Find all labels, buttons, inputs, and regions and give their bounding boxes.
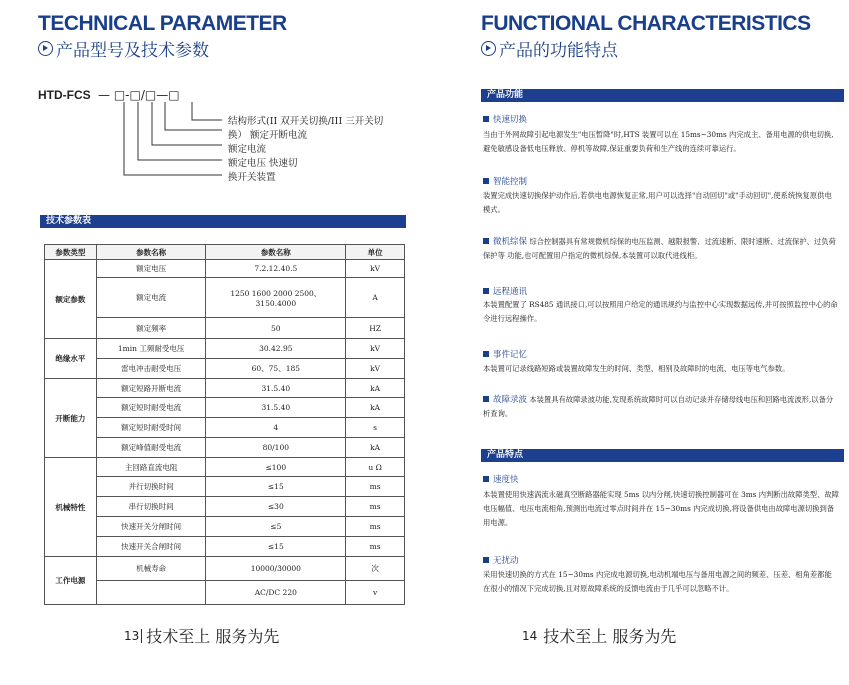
param-value: ≤15: [206, 477, 346, 497]
param-unit: kA: [346, 398, 405, 418]
header-cell: 参数名称: [96, 245, 206, 260]
section-heading: 远程通讯: [483, 285, 527, 297]
table-row: [45, 497, 405, 517]
legend-line: 额定电压 快速切: [228, 158, 298, 169]
table-row: [45, 278, 405, 318]
arrow-circle-icon: [481, 41, 496, 56]
left-title-cn-text: 产品型号及技术参数: [56, 41, 209, 61]
section-inline: 微机综保 综合控制器具有常规微机综保的电压监测、越限报警、过流速断、限时速断、过流保护、过负荷保护等 功能,也可配置用户指定的微机综保,本装置可以取代进线柜。: [483, 237, 836, 260]
param-unit: s: [346, 418, 405, 438]
table-row: [45, 260, 405, 278]
param-unit: kV: [346, 359, 405, 379]
param-unit: ms: [346, 497, 405, 517]
category-cell: 额定参数: [45, 260, 97, 339]
square-bullet-icon: [483, 557, 489, 563]
param-name: 并行切换时间: [96, 477, 206, 497]
table-row: [45, 359, 405, 379]
table-row: [45, 557, 405, 581]
square-bullet-icon: [483, 178, 489, 184]
square-bullet-icon: [483, 288, 489, 294]
right-title-cn: [481, 36, 618, 61]
param-name: 额定短时耐受时间: [96, 418, 206, 438]
param-unit: u Ω: [346, 458, 405, 477]
footer-slogan: 技术至上 服务为先: [543, 627, 677, 646]
param-name: 额定短路开断电流: [96, 379, 206, 398]
param-name: 快速开关合闸时间: [96, 537, 206, 557]
right-title-en: FUNCTIONAL CHARACTERISTICS: [481, 12, 811, 35]
param-unit: kA: [346, 379, 405, 398]
param-name: 串行切换时间: [96, 497, 206, 517]
param-name: 额定峰值耐受电流: [96, 438, 206, 458]
param-value: ≤15: [206, 537, 346, 557]
param-value: 10000/30000: [206, 557, 346, 581]
param-name: 额定短时耐受电流: [96, 398, 206, 418]
table-row: [45, 517, 405, 537]
section-body: 采用快速切换的方式在 15~30ms 内完成电源切换,电动机端电压与备用电源之间的频差、压差、相角差都能在很小的情况下完成切换,且对原故障系统的反馈电流由于几乎可以忽略不计。: [483, 570, 832, 593]
section-heading: 无扰动: [483, 554, 519, 566]
param-name: 快速开关分闸时间: [96, 517, 206, 537]
section-heading: 智能控制: [483, 175, 527, 187]
param-value: 80/100: [206, 438, 346, 458]
left-title-en: TECHNICAL PARAMETER: [38, 12, 287, 35]
model-pattern: — □-□/□—□: [98, 88, 180, 102]
section-body: 当由于外网故障引起电源发生"电压暂降"时,HTS 装置可以在 15ms~30ms 内完成主、备用电源的供电切换,避免敏感设备低电压释放、停机等故障,保证重要负荷和生产线的连续可靠运行。: [483, 130, 834, 153]
param-unit: 次: [346, 557, 405, 581]
param-unit: ms: [346, 537, 405, 557]
left-footer: [124, 624, 279, 647]
param-value: ≤5: [206, 517, 346, 537]
section-inline: 故障录波 本装置具有故障录波功能,发现系统故障时可以自动记录并存储母线电压和回路电流波形,以备分 析查询。: [483, 395, 834, 418]
page-number: 13: [124, 628, 140, 643]
param-name: 额定电压: [96, 260, 206, 278]
section-heading: 速度快: [483, 473, 519, 485]
square-bullet-icon: [483, 351, 489, 357]
page-number: 14: [522, 628, 538, 643]
feature-bar: 产品特点: [481, 449, 844, 462]
footer-slogan: 技术至上 服务为先: [146, 627, 280, 646]
category-cell: 机械特性: [45, 458, 97, 557]
square-bullet-icon: [483, 116, 489, 122]
param-value: ≤30: [206, 497, 346, 517]
param-value: 4: [206, 418, 346, 438]
legend-line: 换） 额定开断电流: [228, 130, 308, 141]
section-body: 本装置可记录线路短路或装置故障发生的时间、类型、相别及故障时的电流、电压等电气参数。: [483, 364, 790, 373]
table-row: [45, 318, 405, 339]
footer-divider: [141, 629, 142, 643]
table-title-bar: 技术参数表: [40, 215, 406, 228]
square-bullet-icon: [483, 238, 489, 244]
param-name: 雷电冲击耐受电压: [96, 359, 206, 379]
header-cell: 参数类型: [45, 245, 97, 260]
param-value: 1250 1600 2000 2500、3150.4000: [206, 278, 346, 318]
section-body: 本装置配置了 RS485 通讯接口,可以按照用户给定的通讯规约与监控中心实现数据远传,并可按照监控中心的命令进行远程操作。: [483, 300, 838, 323]
square-bullet-icon: [483, 476, 489, 482]
param-unit: ms: [346, 477, 405, 497]
param-value: AC/DC 220: [206, 581, 346, 605]
param-name: 机械寿命: [96, 557, 206, 581]
param-value: 31.5.40: [206, 398, 346, 418]
legend-line: 额定电流: [228, 144, 267, 155]
param-unit: v: [346, 581, 405, 605]
table-row: [45, 398, 405, 418]
section-body: 装置完成快速切换保护动作后,若供电电源恢复正常,用户可以选择"自动回切"或"手动回切",使系统恢复原供电模式。: [483, 191, 832, 214]
category-cell: 工作电源: [45, 557, 97, 605]
param-value: 50: [206, 318, 346, 339]
param-name: [96, 581, 206, 605]
table-row: [45, 339, 405, 359]
parameter-table: [44, 244, 405, 605]
right-footer: [522, 624, 676, 647]
right-title-cn-text: 产品的功能特点: [499, 41, 618, 61]
table-row: [45, 438, 405, 458]
table-row: [45, 418, 405, 438]
model-code: HTD-FCS: [38, 88, 91, 102]
param-name: 额定频率: [96, 318, 206, 339]
table-row: [45, 537, 405, 557]
section-body: 本装置使用快速涡流永磁真空断路器能实现 5ms 以内分闸,快速切换控制器可在 3ms 内判断出故障类型、故障电压幅值、电压电流相角,预测出电流过零点时间并在 15~30ms 内完成切换,将设备供电由故障电源切换到备用电源。: [483, 490, 839, 527]
model-legend-lines: [0, 0, 420, 190]
square-bullet-icon: [483, 396, 489, 402]
table-row: [45, 581, 405, 605]
param-value: 60、75、185: [206, 359, 346, 379]
param-name: 主回路直流电阻: [96, 458, 206, 477]
table-header-row: [45, 245, 405, 260]
header-cell: 参数名称: [206, 245, 346, 260]
legend-line: 换开关装置: [228, 172, 276, 183]
param-name: 1min 工频耐受电压: [96, 339, 206, 359]
param-value: 30.42.95: [206, 339, 346, 359]
param-value: ≤100: [206, 458, 346, 477]
param-unit: kV: [346, 339, 405, 359]
param-unit: A: [346, 278, 405, 318]
table-row: [45, 477, 405, 497]
category-cell: 开断能力: [45, 379, 97, 458]
header-cell: 单位: [346, 245, 405, 260]
function-bar: 产品功能: [481, 89, 844, 102]
legend-line: 结构形式(II 双开关切换/III 三开关切: [228, 116, 384, 127]
section-heading: 快速切换: [483, 113, 527, 125]
table-row: [45, 458, 405, 477]
category-cell: 绝缘水平: [45, 339, 97, 379]
param-value: 7.2.12.40.5: [206, 260, 346, 278]
section-heading: 事件记忆: [483, 348, 527, 360]
table-row: [45, 379, 405, 398]
param-unit: kV: [346, 260, 405, 278]
param-unit: ms: [346, 517, 405, 537]
param-value: 31.5.40: [206, 379, 346, 398]
param-unit: HZ: [346, 318, 405, 339]
param-name: 额定电流: [96, 278, 206, 318]
param-unit: kA: [346, 438, 405, 458]
